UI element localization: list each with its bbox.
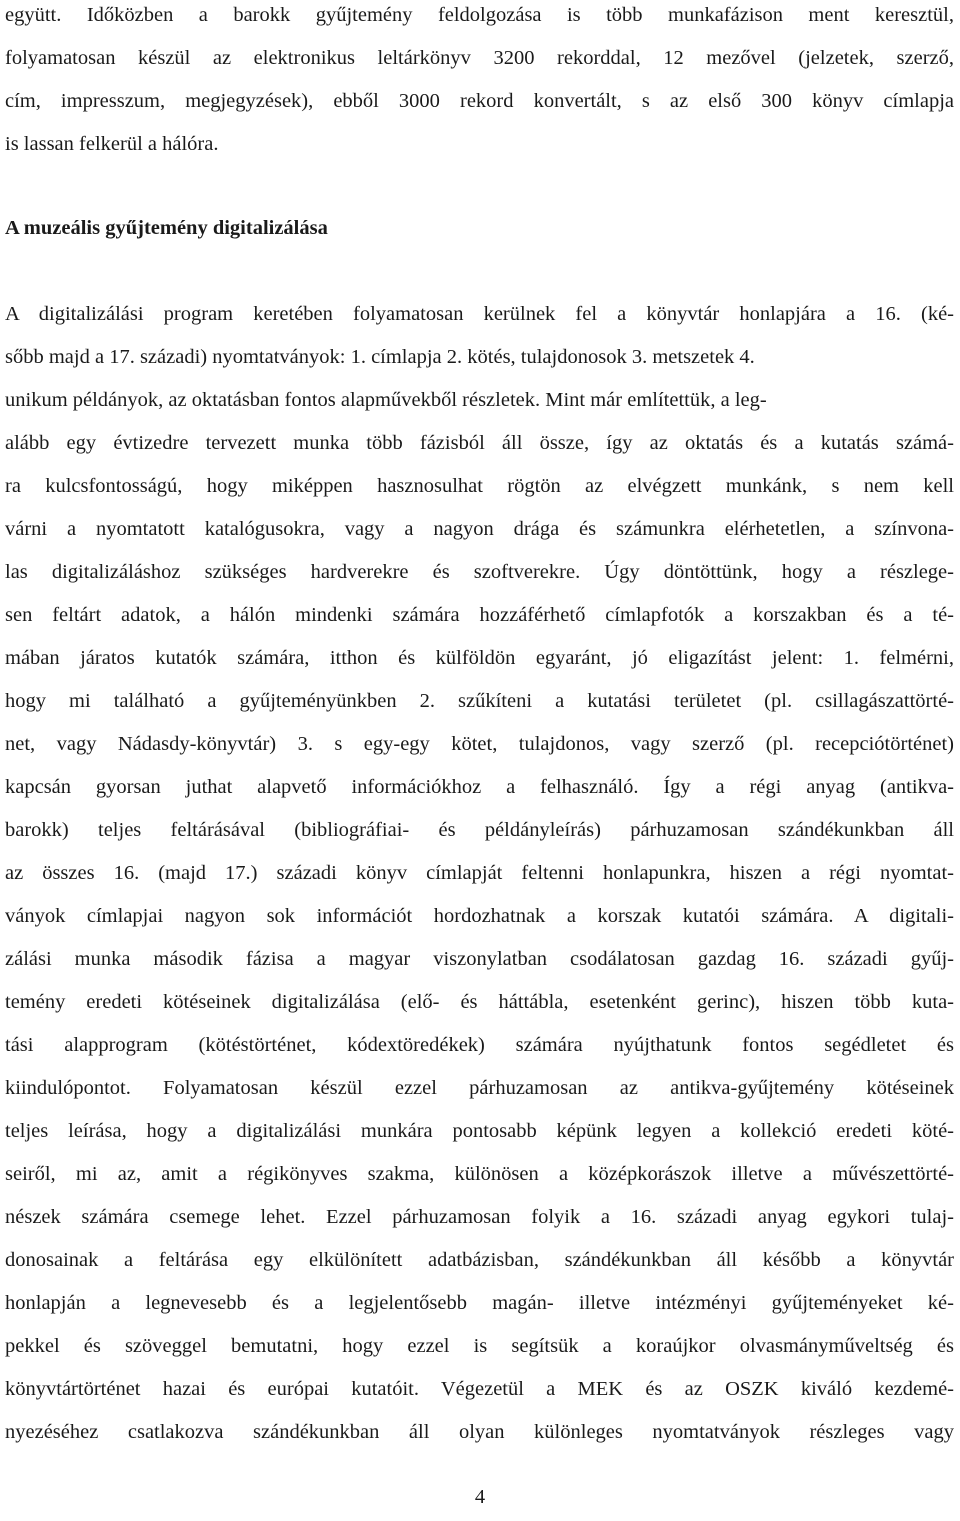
paragraph-line: kapcsán gyorsan juthat alapvető információkhoz a felhasználó. Így a régi anyag (antikva- xyxy=(5,776,954,798)
paragraph-line: las digitalizáláshoz szükséges hardverekre és szoftverekre. Úgy döntöttünk, hogy a részlege- xyxy=(5,561,954,583)
paragraph-line: sen feltárt adatok, a hálón mindenki számára hozzáférhető címlapfotók a korszakban és a té- xyxy=(5,604,954,626)
paragraph-line: A digitalizálási program keretében folyamatosan kerülnek fel a könyvtár honlapjára a 16. (ké- xyxy=(5,303,954,325)
paragraph-line: donosainak a feltárása egy elkülönített adatbázisban, szándékunkban áll később a könyvtár xyxy=(5,1249,954,1271)
paragraph-line: unikum példányok, az oktatásban fontos alapművekből részletek. Mint már említettük, a leg- xyxy=(5,389,767,411)
paragraph-line: temény eredeti kötéseinek digitalizálása (elő- és háttábla, esetenként gerinc), hiszen több kuta- xyxy=(5,991,954,1013)
paragraph-line: kiindulópontot. Folyamatosan készül ezzel párhuzamosan az antikva-gyűjtemény kötéseinek xyxy=(5,1077,954,1099)
paragraph-line: sőbb majd a 17. századi) nyomtatványok: 1. címlapja 2. kötés, tulajdonosok 3. metszetek 4. xyxy=(5,346,755,368)
section-heading: A muzeális gyűjtemény digitalizálása xyxy=(5,217,328,239)
paragraph-line: nyezéséhez csatlakozva szándékunkban áll olyan különleges nyomtatványok részleges vagy xyxy=(5,1421,954,1443)
paragraph-line: alább egy évtizedre tervezett munka több fázisból áll össze, így az oktatás és a kutatás számá- xyxy=(5,432,954,454)
paragraph-line: cím, impresszum, megjegyzések), ebből 3000 rekord konvertált, s az első 300 könyv címlapja xyxy=(5,90,954,112)
paragraph-line: folyamatosan készül az elektronikus leltárkönyv 3200 rekorddal, 12 mezővel (jelzetek, szerző, xyxy=(5,47,954,69)
paragraph-line: könyvtártörténet hazai és európai kutatóit. Végezetül a MEK és az OSZK kiváló kezdemé- xyxy=(5,1378,954,1400)
paragraph-line: mában járatos kutatók számára, itthon és külföldön egyaránt, jó eligazítást jelent: 1. felmérni, xyxy=(5,647,954,669)
paragraph-line: teljes leírása, hogy a digitalizálási munkára pontosabb képünk legyen a kollekció eredeti köté- xyxy=(5,1120,954,1142)
paragraph-line: ra kulcsfontosságú, hogy miképpen hasznosulhat rögtön az elvégzett munkánk, s nem kell xyxy=(5,475,954,497)
paragraph-line: hogy mi található a gyűjteményünkben 2. szűkíteni a kutatási területet (pl. csillagászattörté- xyxy=(5,690,954,712)
paragraph-line: net, vagy Nádasdy-könyvtár) 3. s egy-egy kötet, tulajdonos, vagy szerző (pl. recepciótörténet) xyxy=(5,733,954,755)
paragraph-line: nészek számára csemege lehet. Ezzel párhuzamosan folyik a 16. századi anyag egykori tulaj- xyxy=(5,1206,954,1228)
paragraph-line: együtt. Időközben a barokk gyűjtemény feldolgozása is több munkafázison ment keresztül, xyxy=(5,4,954,26)
paragraph-line: seiről, mi az, amit a régikönyves szakma, különösen a középkorászok illetve a művészettörté- xyxy=(5,1163,954,1185)
paragraph-line: tási alapprogram (kötéstörténet, kódextöredékek) számára nyújthatunk fontos segédletet és xyxy=(5,1034,954,1056)
paragraph-line: barokk) teljes feltárásával (bibliográfiai- és példányleírás) párhuzamosan szándékunkban áll xyxy=(5,819,954,841)
page-number: 4 xyxy=(474,1486,486,1508)
paragraph-line: várni a nyomtatott katalógusokra, vagy a nagyon drága és számunkra elérhetetlen, a színvona- xyxy=(5,518,954,540)
paragraph-line: honlapján a legnevesebb és a legjelentősebb magán- illetve intézményi gyűjteményeket ké- xyxy=(5,1292,954,1314)
paragraph-line: zálási munka második fázisa a magyar viszonylatban csodálatosan gazdag 16. századi gyűj- xyxy=(5,948,954,970)
paragraph-line: pekkel és szöveggel bemutatni, hogy ezzel is segítsük a koraújkor olvasmányműveltség és xyxy=(5,1335,954,1357)
paragraph-line: is lassan felkerül a hálóra. xyxy=(5,133,219,155)
paragraph-line: az összes 16. (majd 17.) századi könyv címlapját feltenni honlapunkra, hiszen a régi nyomtat- xyxy=(5,862,954,884)
paragraph-line: ványok címlapjai nagyon sok információt hordozhatnak a korszak kutatói számára. A digitali- xyxy=(5,905,954,927)
